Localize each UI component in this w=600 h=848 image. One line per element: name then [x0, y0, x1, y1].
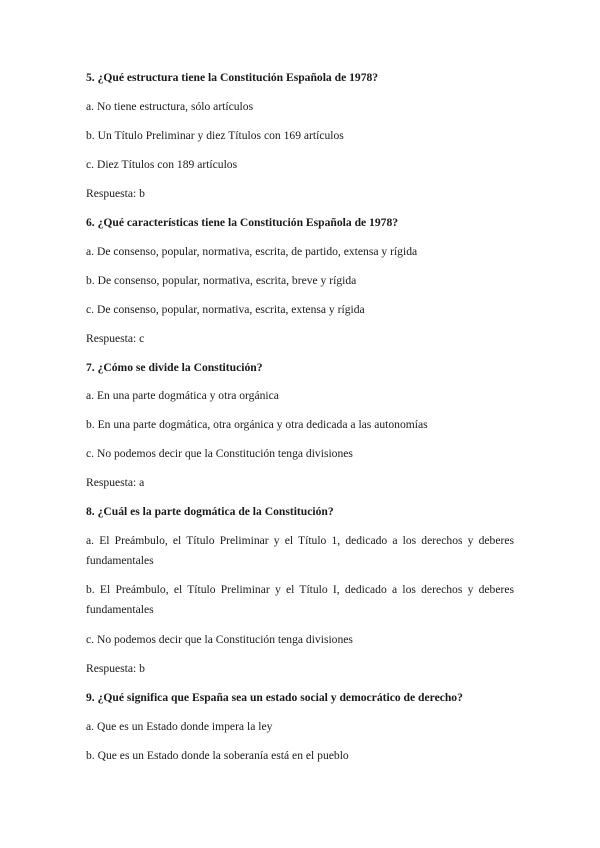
- answer-option: c. Diez Títulos con 189 artículos: [86, 158, 238, 171]
- answer-option: a. El Preámbulo, el Título Preliminar y el Título 1, dedicado a los derechos y deberes fundamentales: [86, 534, 514, 567]
- answer-option: b. Un Título Preliminar y diez Títulos con 169 artículos: [86, 129, 344, 142]
- answer-option: c. No podemos decir que la Constitución tenga divisiones: [86, 447, 353, 460]
- answer-option: c. De consenso, popular, normativa, escrita, extensa y rígida: [86, 303, 365, 316]
- question-title: 8. ¿Cuál es la parte dogmática de la Constitución?: [86, 505, 334, 518]
- answer-option: b. Que es un Estado donde la soberanía está en el pueblo: [86, 749, 349, 762]
- answer-key: Respuesta: c: [86, 332, 145, 345]
- question-title: 7. ¿Cómo se divide la Constitución?: [86, 361, 263, 374]
- answer-option: b. En una parte dogmática, otra orgánica y otra dedicada a las autonomías: [86, 418, 428, 431]
- answer-key: Respuesta: a: [86, 476, 145, 489]
- answer-option: a. De consenso, popular, normativa, escrita, de partido, extensa y rígida: [86, 245, 418, 258]
- answer-key: Respuesta: b: [86, 662, 145, 675]
- answer-option: c. No podemos decir que la Constitución tenga divisiones: [86, 633, 353, 646]
- answer-option: a. Que es un Estado donde impera la ley: [86, 720, 273, 733]
- answer-option: b. De consenso, popular, normativa, escrita, breve y rígida: [86, 274, 357, 287]
- answer-option: b. El Preámbulo, el Título Preliminar y el Título I, dedicado a los derechos y deberes fundamentales: [86, 583, 514, 616]
- question-title: 5. ¿Qué estructura tiene la Constitución Española de 1978?: [86, 71, 379, 84]
- answer-option: a. En una parte dogmática y otra orgánica: [86, 389, 279, 402]
- answer-option: a. No tiene estructura, sólo artículos: [86, 100, 254, 113]
- question-title: 9. ¿Qué significa que España sea un estado social y democrático de derecho?: [86, 691, 463, 704]
- answer-key: Respuesta: b: [86, 187, 145, 200]
- question-title: 6. ¿Qué características tiene la Constitución Española de 1978?: [86, 216, 399, 229]
